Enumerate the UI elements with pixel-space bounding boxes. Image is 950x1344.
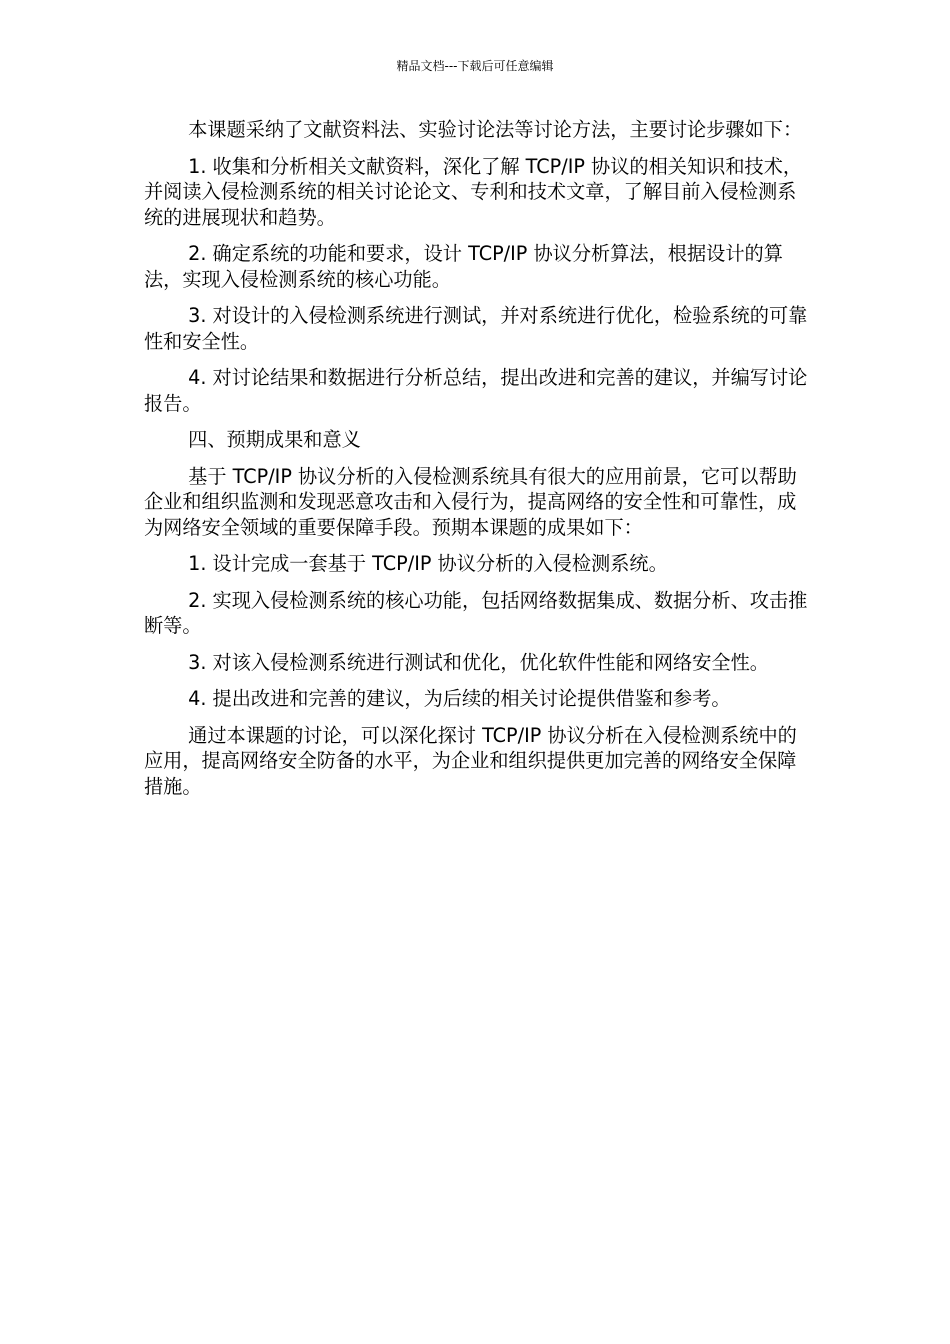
section-heading-expected-results: 四、预期成果和意义 [188,428,361,451]
paragraph-result-3: 3. 对该入侵检测系统进行测试和优化，优化软件性能和网络安全性。 [188,650,769,674]
paragraph-step-2: 2. 确定系统的功能和要求，设计 TCP/IP 协议分析算法，根据设计的算法，实现入侵检测系统的核心功能。 [144,242,783,291]
paragraph-step-1: 1. 收集和分析相关文献资料，深化了解 TCP/IP 协议的相关知识和技术，并阅读入侵检测系统的相关讨论论文、专利和技术文章，了解目前入侵检测系统的进展现状和趋势。 [144,154,803,229]
document-body [144,117,810,810]
paragraph-result-1: 1. 设计完成一套基于 TCP/IP 协议分析的入侵检测系统。 [188,552,668,575]
paragraph-result-2: 2. 实现入侵检测系统的核心功能，包括网络数据集成、数据分析、攻击推断等。 [144,588,808,637]
paragraph-step-4: 4. 对讨论结果和数据进行分析总结，提出改进和完善的建议，并编写讨论报告。 [144,366,808,415]
paragraph-step-3: 3. 对设计的入侵检测系统进行测试，并对系统进行优化，检验系统的可靠性和安全性。 [144,304,808,353]
page-header: 精品文档---下载后可任意编辑 [396,59,554,73]
paragraph-conclusion: 通过本课题的讨论，可以深化探讨 TCP/IP 协议分析在入侵检测系统中的应用，提高网络安全防备的水平，为企业和组织提供更加完善的网络安全保障措施。 [144,723,797,798]
paragraph-method-intro: 本课题采纳了文献资料法、实验讨论法等讨论方法，主要讨论步骤如下： [188,118,803,141]
paragraph-results-intro: 基于 TCP/IP 协议分析的入侵检测系统具有很大的应用前景，它可以帮助企业和组织监测和发现恶意攻击和入侵行为，提高网络的安全性和可靠性，成为网络安全领域的重要保障手段。预期本课题的成果如下： [144,464,797,539]
paragraph-result-4: 4. 提出改进和完善的建议，为后续的相关讨论提供借鉴和参考。 [188,687,731,710]
